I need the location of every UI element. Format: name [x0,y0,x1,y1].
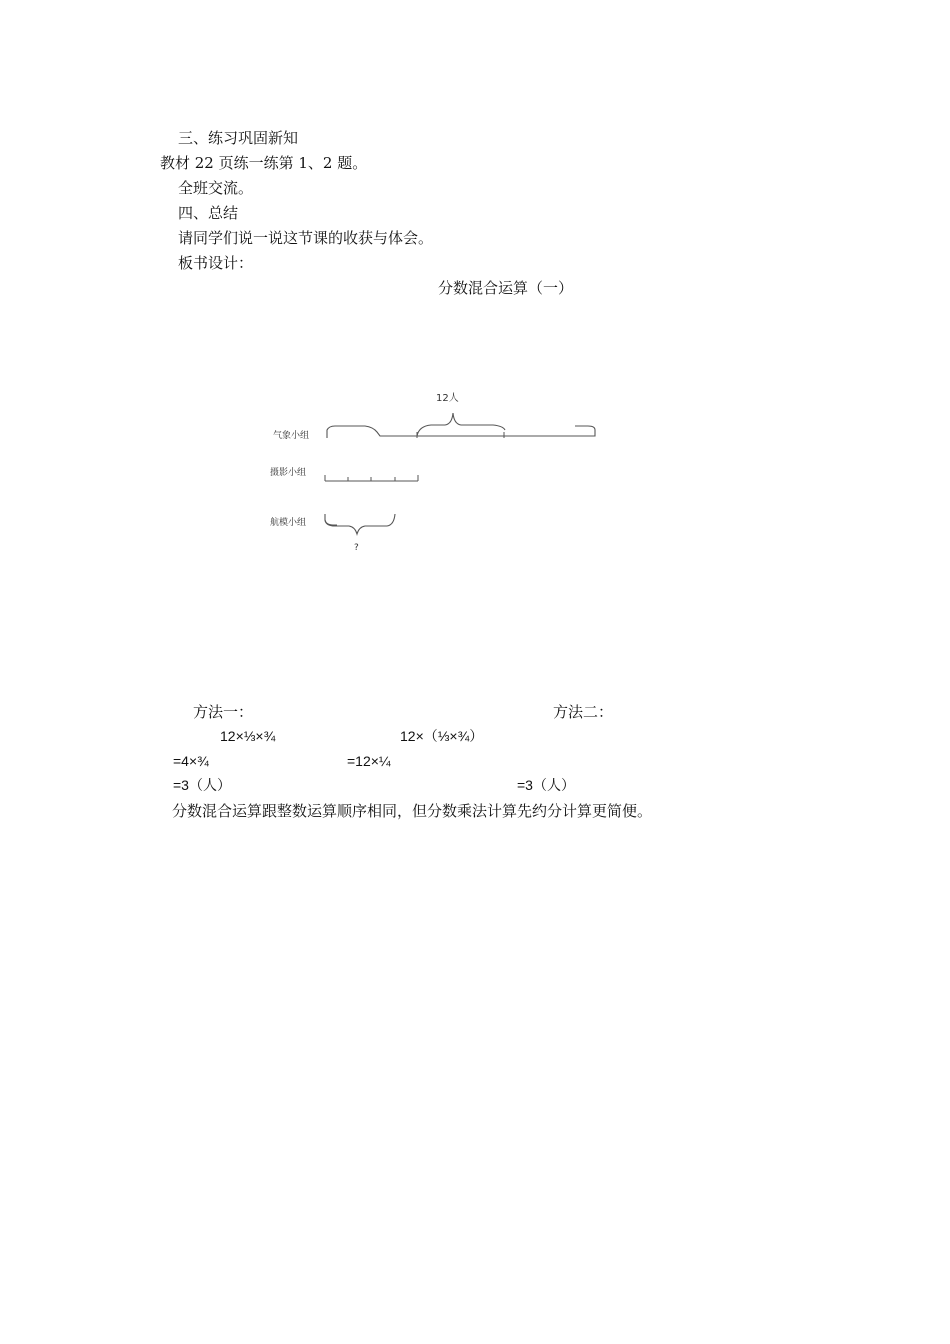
practice-heading: 三、练习巩固新知 [178,129,299,147]
method2-step1: 12×（⅓×¾） [400,728,484,744]
method1-step2: =4×¾ [173,753,209,769]
method2-step2: =12×¼ [347,753,391,769]
method2-label: 方法二： [553,703,614,721]
row3-label: 航模小组 [270,518,307,528]
row2-label: 摄影小组 [270,468,307,478]
method1-step1: 12×⅓×¾ [220,728,276,744]
method2-step3: =3（人） [517,777,575,793]
row1-label: 气象小组 [273,431,310,441]
method1-label: 方法一： [193,703,254,721]
line-segment-diagram [255,380,615,570]
model-group-brace [325,514,395,534]
total-label: 12人 [436,393,459,404]
practice-text: 教材 22 页练一练第 1、2 题。 [160,154,368,172]
question-mark: ? [354,543,359,553]
summary-prompt: 请同学们说一说这节课的收获与体会。 [178,229,434,247]
board-title: 分数混合运算（一） [438,279,574,297]
total-brace [417,413,505,436]
weather-group-bar [327,426,595,438]
summary-heading: 四、总结 [178,204,239,222]
discussion-text: 全班交流。 [178,179,254,197]
method1-step3: =3（人） [173,777,231,793]
conclusion-text: 分数混合运算跟整数运算顺序相同，但分数乘法计算先约分计算更简便。 [172,802,653,820]
board-design-label: 板书设计： [178,254,254,272]
